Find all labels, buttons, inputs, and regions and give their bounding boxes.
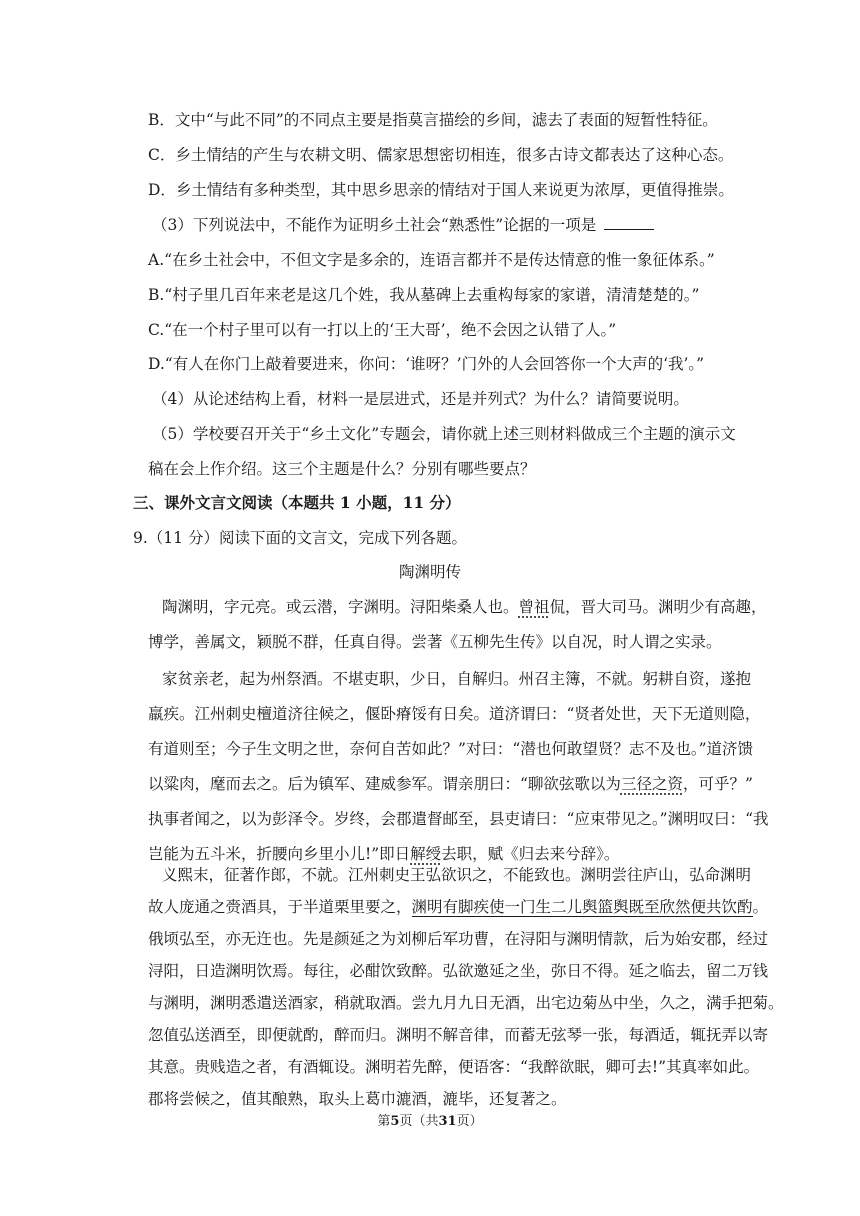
p2-line-6-a: 岂能为五斗米，折腰向乡里小儿!”即日 <box>148 845 411 863</box>
section-3-heading: 三、课外文言文阅读（本题共 1 小题，11 分） <box>133 493 461 512</box>
q3-option-c: C.“在一个村子里可以有一打以上的‘王大哥’，绝不会因之认错了人。” <box>148 321 617 339</box>
emphasized-phrase-sanjingzhizi: 三径之资 <box>620 775 683 793</box>
p1-line-2: 博学，善属文，颖脱不群，任真自得。尝著《五柳先生传》以自况，时人谓之实录。 <box>148 633 722 651</box>
p3-line-8: 郡将尝候之，值其酿熟，取头上葛巾漉酒，漉毕，还复著之。 <box>148 1090 567 1108</box>
q2-option-b: B．文中“与此不同”的不同点主要是指莫言描绘的乡间，滤去了表面的短暂性特征。 <box>148 111 718 129</box>
emphasized-word-zengzu: 曾祖 <box>518 598 550 616</box>
p2-line-3: 有道则至；今子生文明之世，奈何自苦如此？”对曰：“潜也何敢望贤？志不及也。”道济馈 <box>148 740 754 758</box>
q3-option-a: A.“在乡土社会中，不但文字是多余的，连语言都并不是传达情意的惟一象征体系。” <box>148 251 715 269</box>
q3-option-b: B.“村子里几百年来老是这几个姓，我从墓碑上去重构每家的家谱，清清楚楚的。” <box>148 286 700 304</box>
emphasized-word-jieshou: 解绶 <box>410 845 442 863</box>
q9-heading: 9.（11 分）阅读下面的文言文，完成下列各题。 <box>133 529 467 547</box>
p3-line-6: 忽值弘送酒至，即便就酌，醉而归。渊明不解音律，而蓄无弦琴一张，每酒适，辄抚弄以寄 <box>148 1026 769 1044</box>
q2-option-d: D．乡土情结有多种类型，其中思乡思亲的情结对于国人来说更为浓厚，更值得推崇。 <box>148 181 734 199</box>
answer-blank <box>604 215 654 230</box>
page-footer <box>0 1113 860 1131</box>
p1-line-1-c: 侃，晋大司马。渊明少有高趣， <box>549 598 767 616</box>
p3-line-7: 其意。贵贱造之者，有酒辄设。渊明若先醉，便语客：“我醉欲眠，卿可去!”其真率如此。 <box>148 1058 760 1076</box>
p3-line-2 <box>148 895 768 919</box>
p2-line-2: 羸疾。江州刺史檀道济往候之，偃卧瘠馁有日矣。道济谓曰：“贤者处世，天下无道则隐， <box>148 705 761 723</box>
footer-mid: 页（共 <box>399 1114 439 1129</box>
p1-line-1-a: 陶渊明，字元亮。或云潜，字渊明。浔阳柴桑人也。 <box>162 598 519 616</box>
q5-line-2: 稿在会上作介绍。这三个主题是什么？分别有哪些要点？ <box>148 460 536 478</box>
underlined-sentence: 渊明有脚疾使一门生二儿舆篮舆既至欣然便共饮酌 <box>411 898 753 916</box>
p3-line-5: 与渊明，渊明悉遣送酒家，稍就取酒。尝九月九日无酒，出宅边菊丛中坐，久之，满手把菊。 <box>148 994 784 1012</box>
footer-page-number: 5 <box>390 1114 400 1129</box>
p3-line-1: 义熙末，征著作郎，不就。江州刺史王弘欲识之，不能致也。渊明尝往庐山，弘命渊明 <box>162 866 752 884</box>
p2-line-4-c: ，可乎？” <box>682 775 753 793</box>
q3-option-d: D.“有人在你门上敲着要进来，你问：‘谁呀？’门外的人会回答你一个大声的‘我’。” <box>148 355 705 373</box>
q3-prompt <box>152 213 654 237</box>
q4-text: （4）从论述结构上看，材料一是层进式，还是并列式？为什么？请简要说明。 <box>152 390 689 408</box>
p2-line-4-a: 以粱肉，麾而去之。后为镇军、建威参军。谓亲朋曰：“聊欲弦歌以为 <box>148 775 621 793</box>
q3-prompt-text: （3）下列说法中，不能作为证明乡土社会“熟悉性”论据的一项是 <box>152 216 597 234</box>
footer-post: 页） <box>456 1114 483 1129</box>
p3-line-2-a: 故人庞通之赍酒具，于半道栗里要之， <box>148 898 412 916</box>
p2-line-4 <box>148 772 753 796</box>
p3-line-2-c: 。 <box>752 898 769 916</box>
footer-total-pages: 31 <box>438 1114 457 1129</box>
passage-title: 陶渊明传 <box>398 563 461 581</box>
p3-line-3: 俄顷弘至，亦无迕也。先是颜延之为刘柳后军功曹，在浔阳与渊明情款，后为始安郡，经过 <box>148 930 769 948</box>
footer-pre: 第 <box>377 1114 391 1129</box>
p2-line-6-c: 去职，赋《归去来兮辞》。 <box>441 845 620 863</box>
p1-line-1 <box>162 595 767 619</box>
p3-line-4: 浔阳，日造渊明饮焉。每往，必酣饮致醉。弘欲邀延之坐，弥日不得。延之临去，留二万钱 <box>148 962 769 980</box>
p2-line-5: 执事者闻之，以为彭泽令。岁终，会郡遣督邮至，县吏请曰：“应束带见之。”渊明叹曰：“我 <box>148 810 769 828</box>
p2-line-1: 家贫亲老，起为州祭酒。不堪吏职，少日，自解归。州召主簿，不就。躬耕自资，遂抱 <box>162 670 752 688</box>
q5-line-1: （5）学校要召开关于“乡土文化”专题会，请你就上述三则材料做成三个主题的演示文 <box>152 425 736 443</box>
q2-option-c: C．乡土情结的产生与农耕文明、儒家思想密切相连，很多古诗文都表达了这种心态。 <box>148 146 734 164</box>
